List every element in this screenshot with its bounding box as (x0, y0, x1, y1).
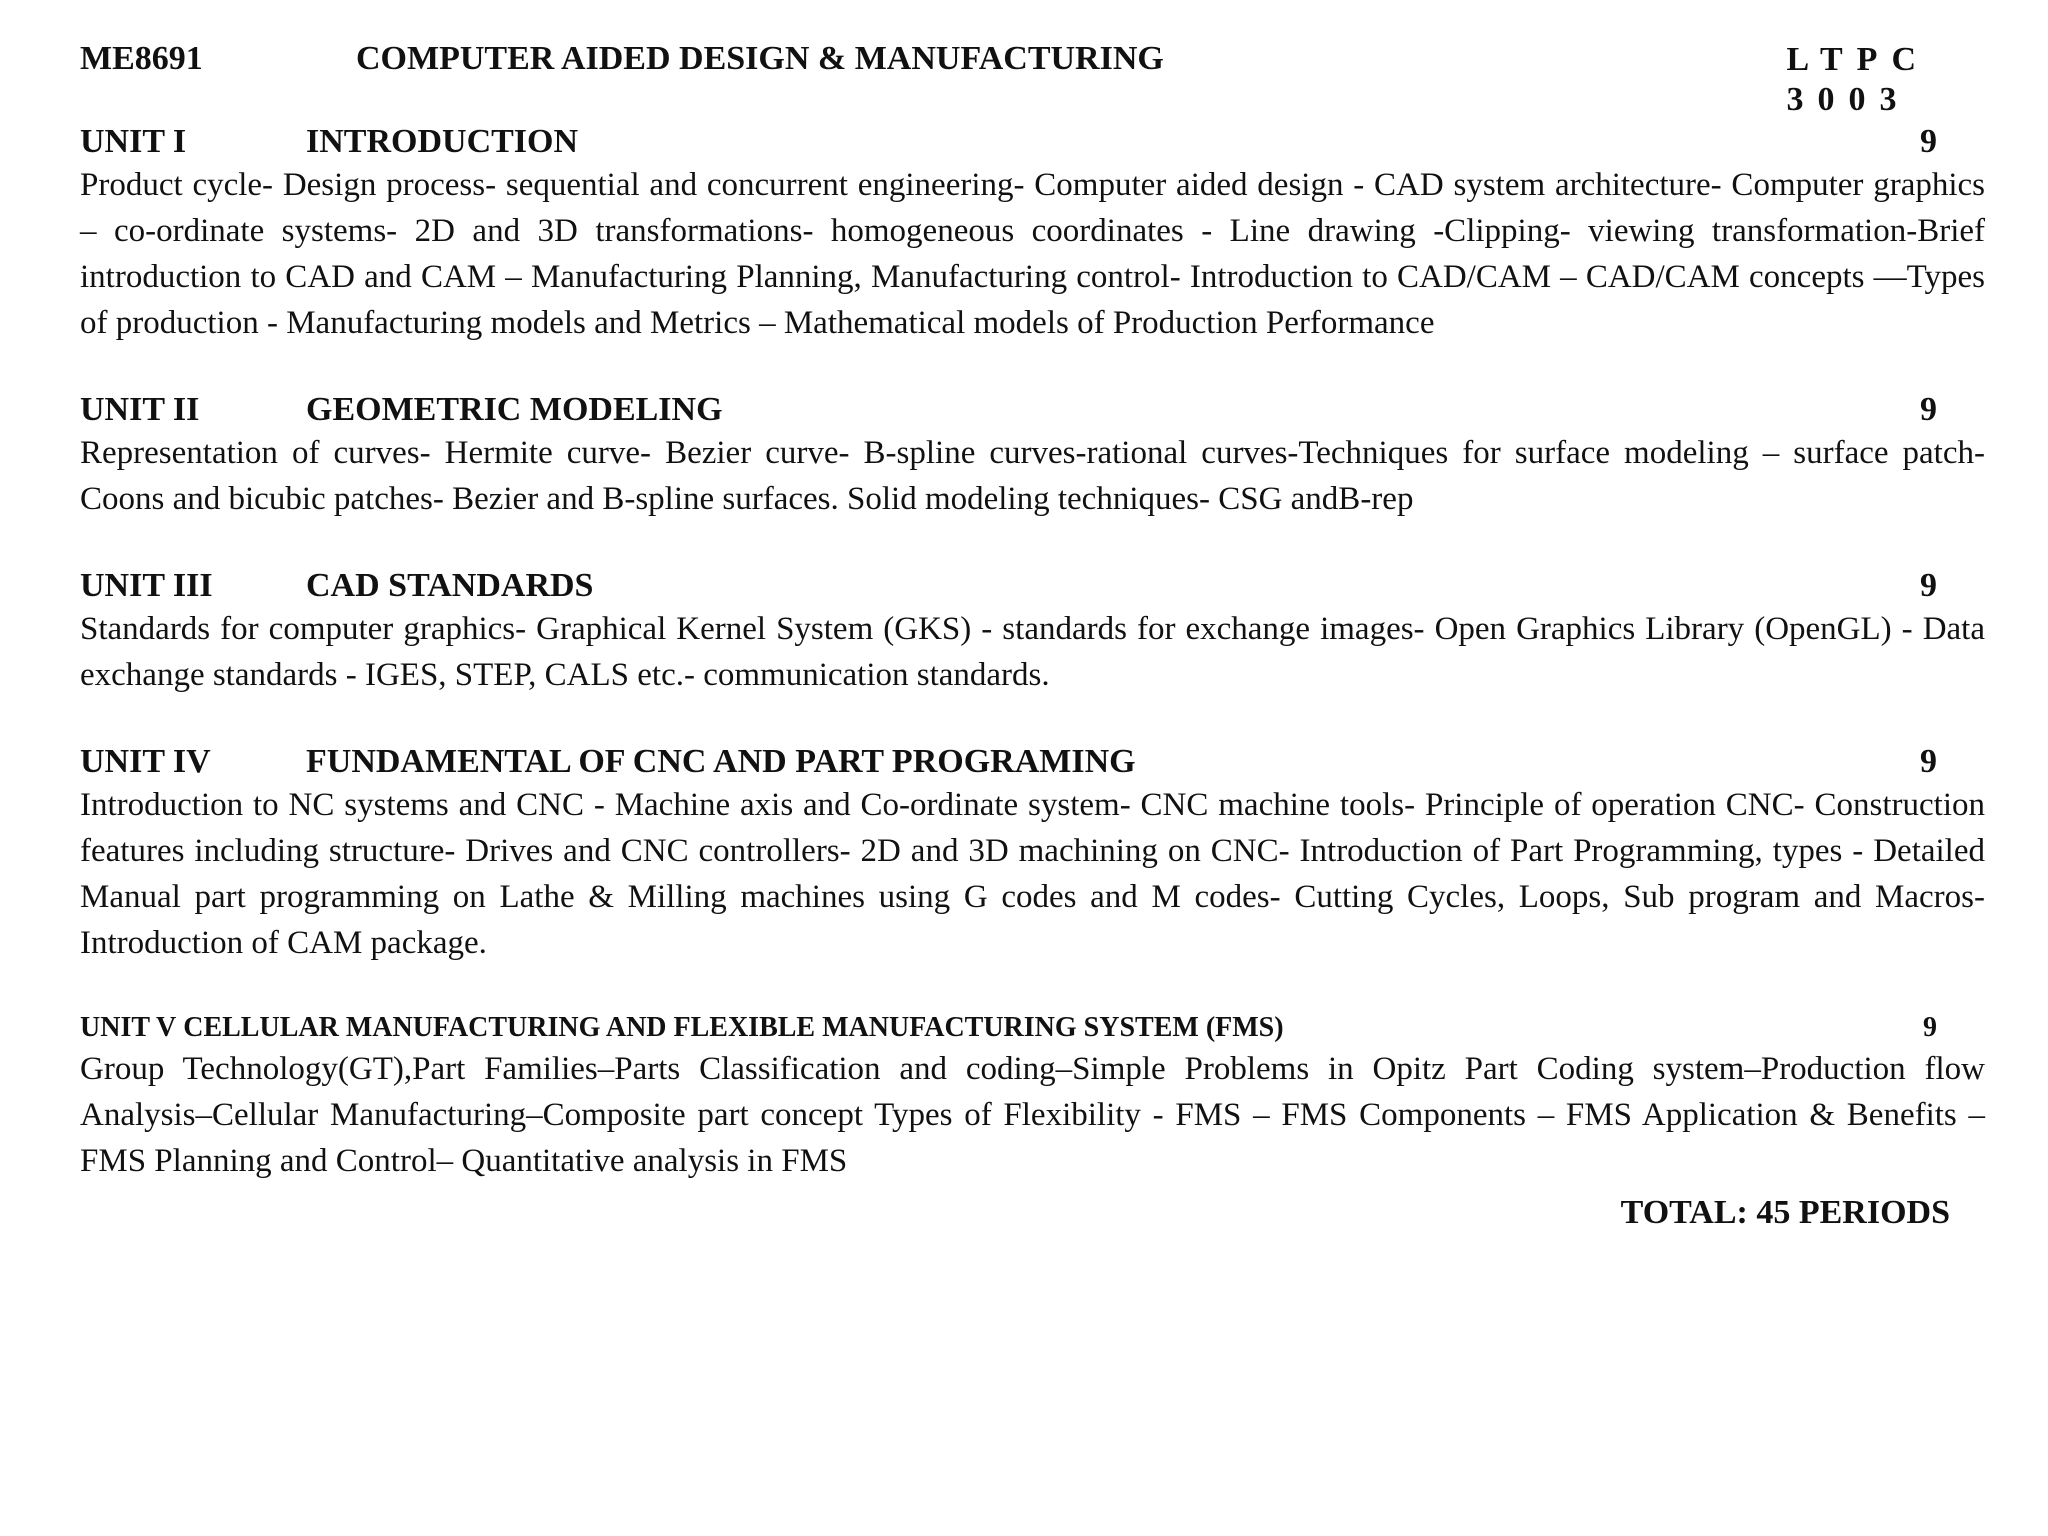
unit-number: UNIT V (80, 1012, 177, 1043)
unit-2 (80, 390, 1985, 522)
unit-title: CAD STANDARDS (306, 567, 594, 604)
unit-hours: 9 (1920, 743, 1937, 780)
unit-title: FUNDAMENTAL OF CNC AND PART PROGRAMING (306, 743, 1136, 780)
unit-title: GEOMETRIC MODELING (306, 391, 723, 428)
unit-4 (80, 742, 1985, 966)
unit-3 (80, 566, 1985, 698)
unit-hours: 9 (1923, 1012, 1937, 1043)
ltpc-labels: LTPC (1786, 41, 1930, 78)
ltpc-values: 3003 (1786, 81, 1911, 118)
unit-number: UNIT IV (80, 743, 211, 780)
unit-heading (80, 742, 1985, 782)
unit-content: Introduction to NC systems and CNC - Machine axis and Co-ordinate system- CNC machine tools- Principle of operation CNC- Construction features including structure- Drives and CNC controllers- 2D and 3D machining on CNC- Introduction of Part Programming, types - Detailed Manual part programming on Lathe & Milling machines using G codes and M codes- Cutting Cycles, Loops, Sub program and Macros- Introduction of CAM package. (80, 787, 1985, 961)
unit-1 (80, 122, 1985, 346)
ltpc-block (1786, 40, 1930, 120)
unit-number: UNIT III (80, 567, 213, 604)
unit-hours: 9 (1920, 567, 1937, 604)
unit-heading (80, 122, 1985, 162)
total-periods: TOTAL: 45 PERIODS (1620, 1194, 1950, 1231)
course-title: COMPUTER AIDED DESIGN & MANUFACTURING (356, 40, 1164, 77)
unit-number: UNIT I (80, 123, 187, 160)
unit-hours: 9 (1920, 123, 1937, 160)
unit-number: UNIT II (80, 391, 200, 428)
unit-hours: 9 (1920, 391, 1937, 428)
unit-content: Standards for computer graphics- Graphical Kernel System (GKS) - standards for exchange images- Open Graphics Library (OpenGL) - Data exchange standards - IGES, STEP, CALS etc.- communication standards. (80, 611, 1985, 693)
unit-5 (80, 1010, 1985, 1184)
unit-content: Product cycle- Design process- sequential and concurrent engineering- Computer aided design - CAD system architecture- Computer graphics – co-ordinate systems- 2D and 3D transformations- homogeneous coordinates - Line drawing -Clipping- viewing transformation-Brief introduction to CAD and CAM – Manufacturing Planning, Manufacturing control- Introduction to CAD/CAM – CAD/CAM concepts ––Types of production - Manufacturing models and Metrics – Mathematical models of Production Performance (80, 167, 1985, 341)
course-code: ME8691 (80, 40, 203, 77)
syllabus-page (80, 40, 1985, 1232)
course-header (80, 40, 1985, 122)
unit-content: Group Technology(GT),Part Families–Parts Classification and coding–Simple Problems in Opitz Part Coding system–Production flow Analysis–Cellular Manufacturing–Composite part concept Types of Flexibility - FMS – FMS Components – FMS Application & Benefits – FMS Planning and Control– Quantitative analysis in FMS (80, 1051, 1985, 1179)
unit-content: Representation of curves- Hermite curve- Bezier curve- B-spline curves-rational curves-Techniques for surface modeling – surface patch- Coons and bicubic patches- Bezier and B-spline surfaces. Solid modeling techniques- CSG andB-rep (80, 435, 1985, 517)
unit-title: CELLULAR MANUFACTURING AND FLEXIBLE MANUFACTURING SYSTEM (FMS) (183, 1012, 1284, 1043)
unit-title: INTRODUCTION (306, 123, 579, 160)
unit-heading (80, 566, 1985, 606)
unit-heading (80, 1010, 1985, 1046)
unit-heading (80, 390, 1985, 430)
